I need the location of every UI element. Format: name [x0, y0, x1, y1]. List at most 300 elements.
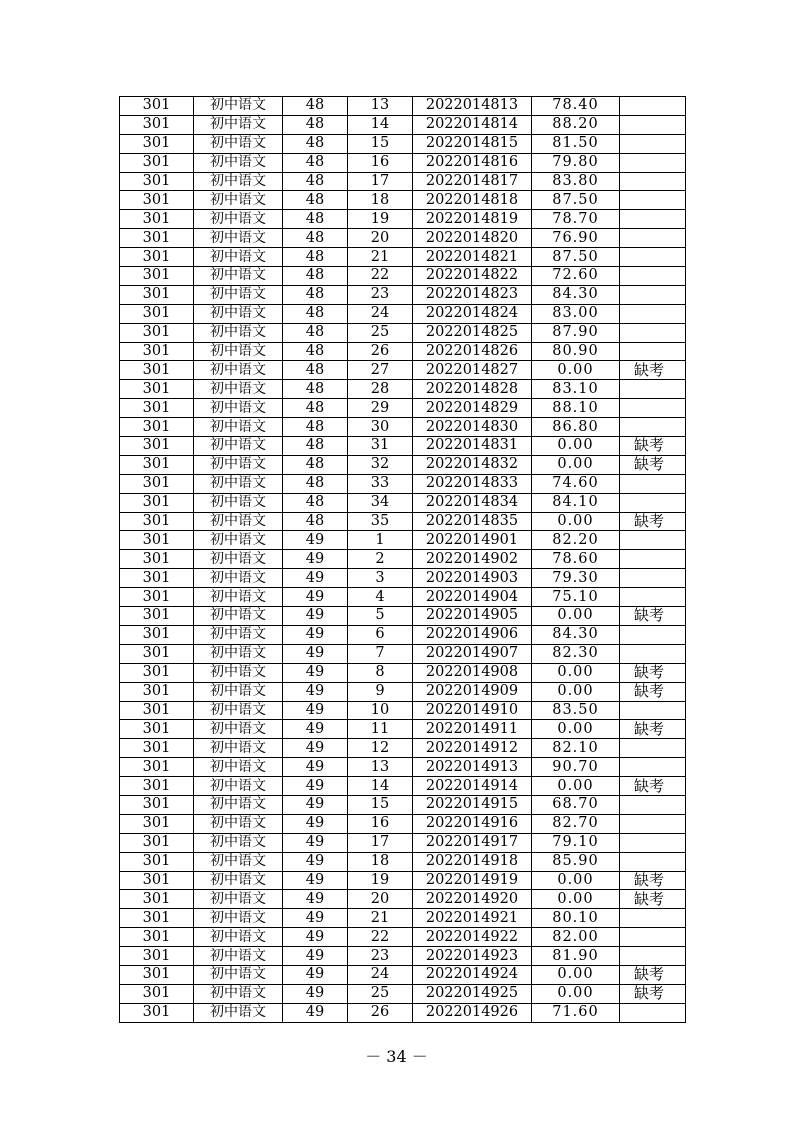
seat-cell: 35: [348, 512, 413, 531]
code-cell: 301: [120, 210, 194, 229]
ticket-number-cell: 2022014815: [413, 134, 532, 153]
room-cell: 49: [283, 947, 348, 966]
seat-cell: 12: [348, 739, 413, 758]
code-cell: 301: [120, 663, 194, 682]
seat-cell: 6: [348, 625, 413, 644]
remark-cell: 缺考: [620, 455, 686, 474]
table-row: [120, 380, 686, 399]
room-cell: 48: [283, 134, 348, 153]
score-cell: 84.10: [532, 493, 620, 512]
code-cell: 301: [120, 399, 194, 418]
ticket-number-cell: 2022014822: [413, 267, 532, 286]
ticket-number-cell: 2022014834: [413, 493, 532, 512]
ticket-number-cell: 2022014911: [413, 720, 532, 739]
remark-cell: [620, 833, 686, 852]
seat-cell: 1: [348, 531, 413, 550]
table-row: [120, 663, 686, 682]
ticket-number-cell: 2022014921: [413, 909, 532, 928]
seat-cell: 16: [348, 814, 413, 833]
score-cell: 74.60: [532, 474, 620, 493]
table-row: [120, 210, 686, 229]
table-row: [120, 399, 686, 418]
score-cell: 0.00: [532, 682, 620, 701]
room-cell: 48: [283, 437, 348, 456]
room-cell: 48: [283, 153, 348, 172]
ticket-number-cell: 2022014819: [413, 210, 532, 229]
remark-cell: [620, 380, 686, 399]
ticket-number-cell: 2022014820: [413, 229, 532, 248]
seat-cell: 16: [348, 153, 413, 172]
seat-cell: 14: [348, 115, 413, 134]
code-cell: 301: [120, 380, 194, 399]
room-cell: 48: [283, 229, 348, 248]
score-cell: 81.90: [532, 947, 620, 966]
table-row: [120, 418, 686, 437]
remark-cell: [620, 210, 686, 229]
score-cell: 80.10: [532, 909, 620, 928]
remark-cell: 缺考: [620, 682, 686, 701]
score-cell: 82.10: [532, 739, 620, 758]
room-cell: 48: [283, 512, 348, 531]
seat-cell: 34: [348, 493, 413, 512]
score-cell: 78.60: [532, 550, 620, 569]
room-cell: 49: [283, 928, 348, 947]
table-row: [120, 814, 686, 833]
code-cell: 301: [120, 569, 194, 588]
table-row: [120, 569, 686, 588]
remark-cell: [620, 814, 686, 833]
seat-cell: 25: [348, 984, 413, 1003]
subject-cell: 初中语文: [194, 229, 283, 248]
subject-cell: 初中语文: [194, 1003, 283, 1022]
score-cell: 72.60: [532, 267, 620, 286]
score-cell: 83.10: [532, 380, 620, 399]
subject-cell: 初中语文: [194, 437, 283, 456]
subject-cell: 初中语文: [194, 663, 283, 682]
ticket-number-cell: 2022014909: [413, 682, 532, 701]
score-cell: 86.80: [532, 418, 620, 437]
code-cell: 301: [120, 984, 194, 1003]
score-cell: 90.70: [532, 758, 620, 777]
subject-cell: 初中语文: [194, 474, 283, 493]
room-cell: 49: [283, 814, 348, 833]
remark-cell: [620, 248, 686, 267]
table-row: [120, 248, 686, 267]
code-cell: 301: [120, 890, 194, 909]
remark-cell: [620, 928, 686, 947]
remark-cell: 缺考: [620, 777, 686, 796]
code-cell: 301: [120, 720, 194, 739]
score-cell: 0.00: [532, 984, 620, 1003]
remark-cell: [620, 342, 686, 361]
remark-cell: [620, 795, 686, 814]
room-cell: 49: [283, 833, 348, 852]
subject-cell: 初中语文: [194, 777, 283, 796]
remark-cell: [620, 493, 686, 512]
score-cell: 78.70: [532, 210, 620, 229]
remark-cell: 缺考: [620, 663, 686, 682]
ticket-number-cell: 2022014916: [413, 814, 532, 833]
seat-cell: 26: [348, 1003, 413, 1022]
seat-cell: 21: [348, 909, 413, 928]
code-cell: 301: [120, 550, 194, 569]
table-row: [120, 437, 686, 456]
room-cell: 49: [283, 890, 348, 909]
room-cell: 49: [283, 663, 348, 682]
score-cell: 71.60: [532, 1003, 620, 1022]
code-cell: 301: [120, 323, 194, 342]
ticket-number-cell: 2022014826: [413, 342, 532, 361]
remark-cell: [620, 323, 686, 342]
subject-cell: 初中语文: [194, 852, 283, 871]
code-cell: 301: [120, 814, 194, 833]
remark-cell: [620, 1003, 686, 1022]
score-cell: 79.80: [532, 153, 620, 172]
score-cell: 87.50: [532, 191, 620, 210]
score-cell: 88.20: [532, 115, 620, 134]
room-cell: 48: [283, 342, 348, 361]
code-cell: 301: [120, 607, 194, 626]
table-row: [120, 852, 686, 871]
seat-cell: 9: [348, 682, 413, 701]
score-cell: 87.90: [532, 323, 620, 342]
room-cell: 49: [283, 720, 348, 739]
table-row: [120, 758, 686, 777]
table-row: [120, 795, 686, 814]
seat-cell: 18: [348, 191, 413, 210]
room-cell: 48: [283, 323, 348, 342]
seat-cell: 10: [348, 701, 413, 720]
table-row: [120, 1003, 686, 1022]
ticket-number-cell: 2022014915: [413, 795, 532, 814]
code-cell: 301: [120, 965, 194, 984]
remark-cell: 缺考: [620, 361, 686, 380]
remark-cell: [620, 625, 686, 644]
code-cell: 301: [120, 97, 194, 116]
subject-cell: 初中语文: [194, 739, 283, 758]
remark-cell: [620, 550, 686, 569]
remark-cell: [620, 758, 686, 777]
score-cell: 75.10: [532, 588, 620, 607]
remark-cell: 缺考: [620, 607, 686, 626]
room-cell: 48: [283, 210, 348, 229]
score-cell: 85.90: [532, 852, 620, 871]
subject-cell: 初中语文: [194, 588, 283, 607]
seat-cell: 19: [348, 210, 413, 229]
score-cell: 78.40: [532, 97, 620, 116]
room-cell: 49: [283, 1003, 348, 1022]
subject-cell: 初中语文: [194, 285, 283, 304]
seat-cell: 23: [348, 285, 413, 304]
ticket-number-cell: 2022014920: [413, 890, 532, 909]
subject-cell: 初中语文: [194, 928, 283, 947]
code-cell: 301: [120, 739, 194, 758]
subject-cell: 初中语文: [194, 399, 283, 418]
remark-cell: 缺考: [620, 984, 686, 1003]
subject-cell: 初中语文: [194, 795, 283, 814]
table-row: [120, 229, 686, 248]
remark-cell: [620, 134, 686, 153]
score-cell: 0.00: [532, 965, 620, 984]
room-cell: 48: [283, 380, 348, 399]
code-cell: 301: [120, 361, 194, 380]
subject-cell: 初中语文: [194, 97, 283, 116]
remark-cell: [620, 474, 686, 493]
subject-cell: 初中语文: [194, 380, 283, 399]
remark-cell: 缺考: [620, 871, 686, 890]
room-cell: 49: [283, 871, 348, 890]
ticket-number-cell: 2022014912: [413, 739, 532, 758]
score-cell: 84.30: [532, 285, 620, 304]
seat-cell: 15: [348, 795, 413, 814]
table-row: [120, 304, 686, 323]
remark-cell: 缺考: [620, 965, 686, 984]
remark-cell: [620, 418, 686, 437]
ticket-number-cell: 2022014830: [413, 418, 532, 437]
ticket-number-cell: 2022014922: [413, 928, 532, 947]
room-cell: 49: [283, 644, 348, 663]
subject-cell: 初中语文: [194, 814, 283, 833]
table-row: [120, 777, 686, 796]
score-cell: 88.10: [532, 399, 620, 418]
code-cell: 301: [120, 625, 194, 644]
subject-cell: 初中语文: [194, 720, 283, 739]
table-row: [120, 342, 686, 361]
ticket-number-cell: 2022014925: [413, 984, 532, 1003]
subject-cell: 初中语文: [194, 569, 283, 588]
room-cell: 49: [283, 607, 348, 626]
seat-cell: 26: [348, 342, 413, 361]
code-cell: 301: [120, 531, 194, 550]
table-row: [120, 739, 686, 758]
table-row: [120, 323, 686, 342]
room-cell: 49: [283, 625, 348, 644]
ticket-number-cell: 2022014903: [413, 569, 532, 588]
seat-cell: 8: [348, 663, 413, 682]
ticket-number-cell: 2022014827: [413, 361, 532, 380]
ticket-number-cell: 2022014914: [413, 777, 532, 796]
subject-cell: 初中语文: [194, 493, 283, 512]
remark-cell: [620, 588, 686, 607]
score-cell: 81.50: [532, 134, 620, 153]
score-cell: 83.50: [532, 701, 620, 720]
remark-cell: [620, 115, 686, 134]
subject-cell: 初中语文: [194, 909, 283, 928]
score-cell: 82.00: [532, 928, 620, 947]
remark-cell: [620, 909, 686, 928]
seat-cell: 20: [348, 229, 413, 248]
score-cell: 0.00: [532, 777, 620, 796]
remark-cell: [620, 739, 686, 758]
subject-cell: 初中语文: [194, 172, 283, 191]
code-cell: 301: [120, 172, 194, 191]
remark-cell: [620, 304, 686, 323]
code-cell: 301: [120, 437, 194, 456]
code-cell: 301: [120, 153, 194, 172]
room-cell: 48: [283, 267, 348, 286]
room-cell: 49: [283, 795, 348, 814]
subject-cell: 初中语文: [194, 455, 283, 474]
subject-cell: 初中语文: [194, 984, 283, 1003]
seat-cell: 4: [348, 588, 413, 607]
table-row: [120, 965, 686, 984]
code-cell: 301: [120, 285, 194, 304]
room-cell: 49: [283, 588, 348, 607]
ticket-number-cell: 2022014813: [413, 97, 532, 116]
seat-cell: 14: [348, 777, 413, 796]
seat-cell: 13: [348, 758, 413, 777]
code-cell: 301: [120, 777, 194, 796]
remark-cell: [620, 852, 686, 871]
score-cell: 87.50: [532, 248, 620, 267]
ticket-number-cell: 2022014823: [413, 285, 532, 304]
table-row: [120, 947, 686, 966]
ticket-number-cell: 2022014917: [413, 833, 532, 852]
ticket-number-cell: 2022014828: [413, 380, 532, 399]
table-row: [120, 153, 686, 172]
room-cell: 48: [283, 172, 348, 191]
score-cell: 83.00: [532, 304, 620, 323]
table-row: [120, 531, 686, 550]
room-cell: 48: [283, 248, 348, 267]
score-table-body: [120, 97, 686, 1023]
ticket-number-cell: 2022014918: [413, 852, 532, 871]
seat-cell: 24: [348, 304, 413, 323]
score-cell: 0.00: [532, 890, 620, 909]
ticket-number-cell: 2022014924: [413, 965, 532, 984]
table-row: [120, 701, 686, 720]
ticket-number-cell: 2022014902: [413, 550, 532, 569]
seat-cell: 29: [348, 399, 413, 418]
room-cell: 49: [283, 777, 348, 796]
room-cell: 48: [283, 115, 348, 134]
code-cell: 301: [120, 455, 194, 474]
table-row: [120, 984, 686, 1003]
remark-cell: [620, 701, 686, 720]
code-cell: 301: [120, 267, 194, 286]
score-cell: 0.00: [532, 663, 620, 682]
subject-cell: 初中语文: [194, 682, 283, 701]
subject-cell: 初中语文: [194, 248, 283, 267]
table-row: [120, 890, 686, 909]
table-row: [120, 909, 686, 928]
subject-cell: 初中语文: [194, 134, 283, 153]
table-row: [120, 361, 686, 380]
remark-cell: [620, 285, 686, 304]
subject-cell: 初中语文: [194, 550, 283, 569]
page-number: － 34 －: [365, 1047, 428, 1066]
seat-cell: 27: [348, 361, 413, 380]
room-cell: 49: [283, 965, 348, 984]
seat-cell: 31: [348, 437, 413, 456]
table-row: [120, 720, 686, 739]
seat-cell: 33: [348, 474, 413, 493]
ticket-number-cell: 2022014824: [413, 304, 532, 323]
seat-cell: 17: [348, 833, 413, 852]
room-cell: 48: [283, 191, 348, 210]
subject-cell: 初中语文: [194, 890, 283, 909]
code-cell: 301: [120, 644, 194, 663]
ticket-number-cell: 2022014829: [413, 399, 532, 418]
code-cell: 301: [120, 474, 194, 493]
room-cell: 48: [283, 97, 348, 116]
table-row: [120, 928, 686, 947]
remark-cell: [620, 644, 686, 663]
code-cell: 301: [120, 833, 194, 852]
table-row: [120, 493, 686, 512]
room-cell: 49: [283, 569, 348, 588]
table-row: [120, 550, 686, 569]
ticket-number-cell: 2022014926: [413, 1003, 532, 1022]
table-row: [120, 833, 686, 852]
remark-cell: [620, 229, 686, 248]
remark-cell: [620, 172, 686, 191]
subject-cell: 初中语文: [194, 418, 283, 437]
remark-cell: [620, 191, 686, 210]
ticket-number-cell: 2022014910: [413, 701, 532, 720]
subject-cell: 初中语文: [194, 361, 283, 380]
table-row: [120, 455, 686, 474]
remark-cell: 缺考: [620, 720, 686, 739]
ticket-number-cell: 2022014814: [413, 115, 532, 134]
code-cell: 301: [120, 115, 194, 134]
score-cell: 79.30: [532, 569, 620, 588]
seat-cell: 25: [348, 323, 413, 342]
code-cell: 301: [120, 947, 194, 966]
score-cell: 84.30: [532, 625, 620, 644]
seat-cell: 21: [348, 248, 413, 267]
room-cell: 48: [283, 474, 348, 493]
remark-cell: [620, 97, 686, 116]
table-row: [120, 512, 686, 531]
remark-cell: [620, 153, 686, 172]
seat-cell: 18: [348, 852, 413, 871]
seat-cell: 15: [348, 134, 413, 153]
table-row: [120, 172, 686, 191]
code-cell: 301: [120, 928, 194, 947]
ticket-number-cell: 2022014821: [413, 248, 532, 267]
score-cell: 0.00: [532, 720, 620, 739]
score-cell: 0.00: [532, 607, 620, 626]
remark-cell: 缺考: [620, 890, 686, 909]
table-row: [120, 134, 686, 153]
ticket-number-cell: 2022014923: [413, 947, 532, 966]
room-cell: 49: [283, 531, 348, 550]
code-cell: 301: [120, 1003, 194, 1022]
table-row: [120, 191, 686, 210]
score-cell: 0.00: [532, 871, 620, 890]
room-cell: 49: [283, 984, 348, 1003]
score-cell: 0.00: [532, 512, 620, 531]
seat-cell: 32: [348, 455, 413, 474]
code-cell: 301: [120, 682, 194, 701]
score-cell: 0.00: [532, 455, 620, 474]
subject-cell: 初中语文: [194, 833, 283, 852]
subject-cell: 初中语文: [194, 323, 283, 342]
subject-cell: 初中语文: [194, 871, 283, 890]
subject-cell: 初中语文: [194, 191, 283, 210]
seat-cell: 3: [348, 569, 413, 588]
ticket-number-cell: 2022014832: [413, 455, 532, 474]
subject-cell: 初中语文: [194, 342, 283, 361]
code-cell: 301: [120, 493, 194, 512]
score-cell: 76.90: [532, 229, 620, 248]
seat-cell: 22: [348, 267, 413, 286]
code-cell: 301: [120, 134, 194, 153]
room-cell: 49: [283, 682, 348, 701]
remark-cell: 缺考: [620, 512, 686, 531]
subject-cell: 初中语文: [194, 115, 283, 134]
